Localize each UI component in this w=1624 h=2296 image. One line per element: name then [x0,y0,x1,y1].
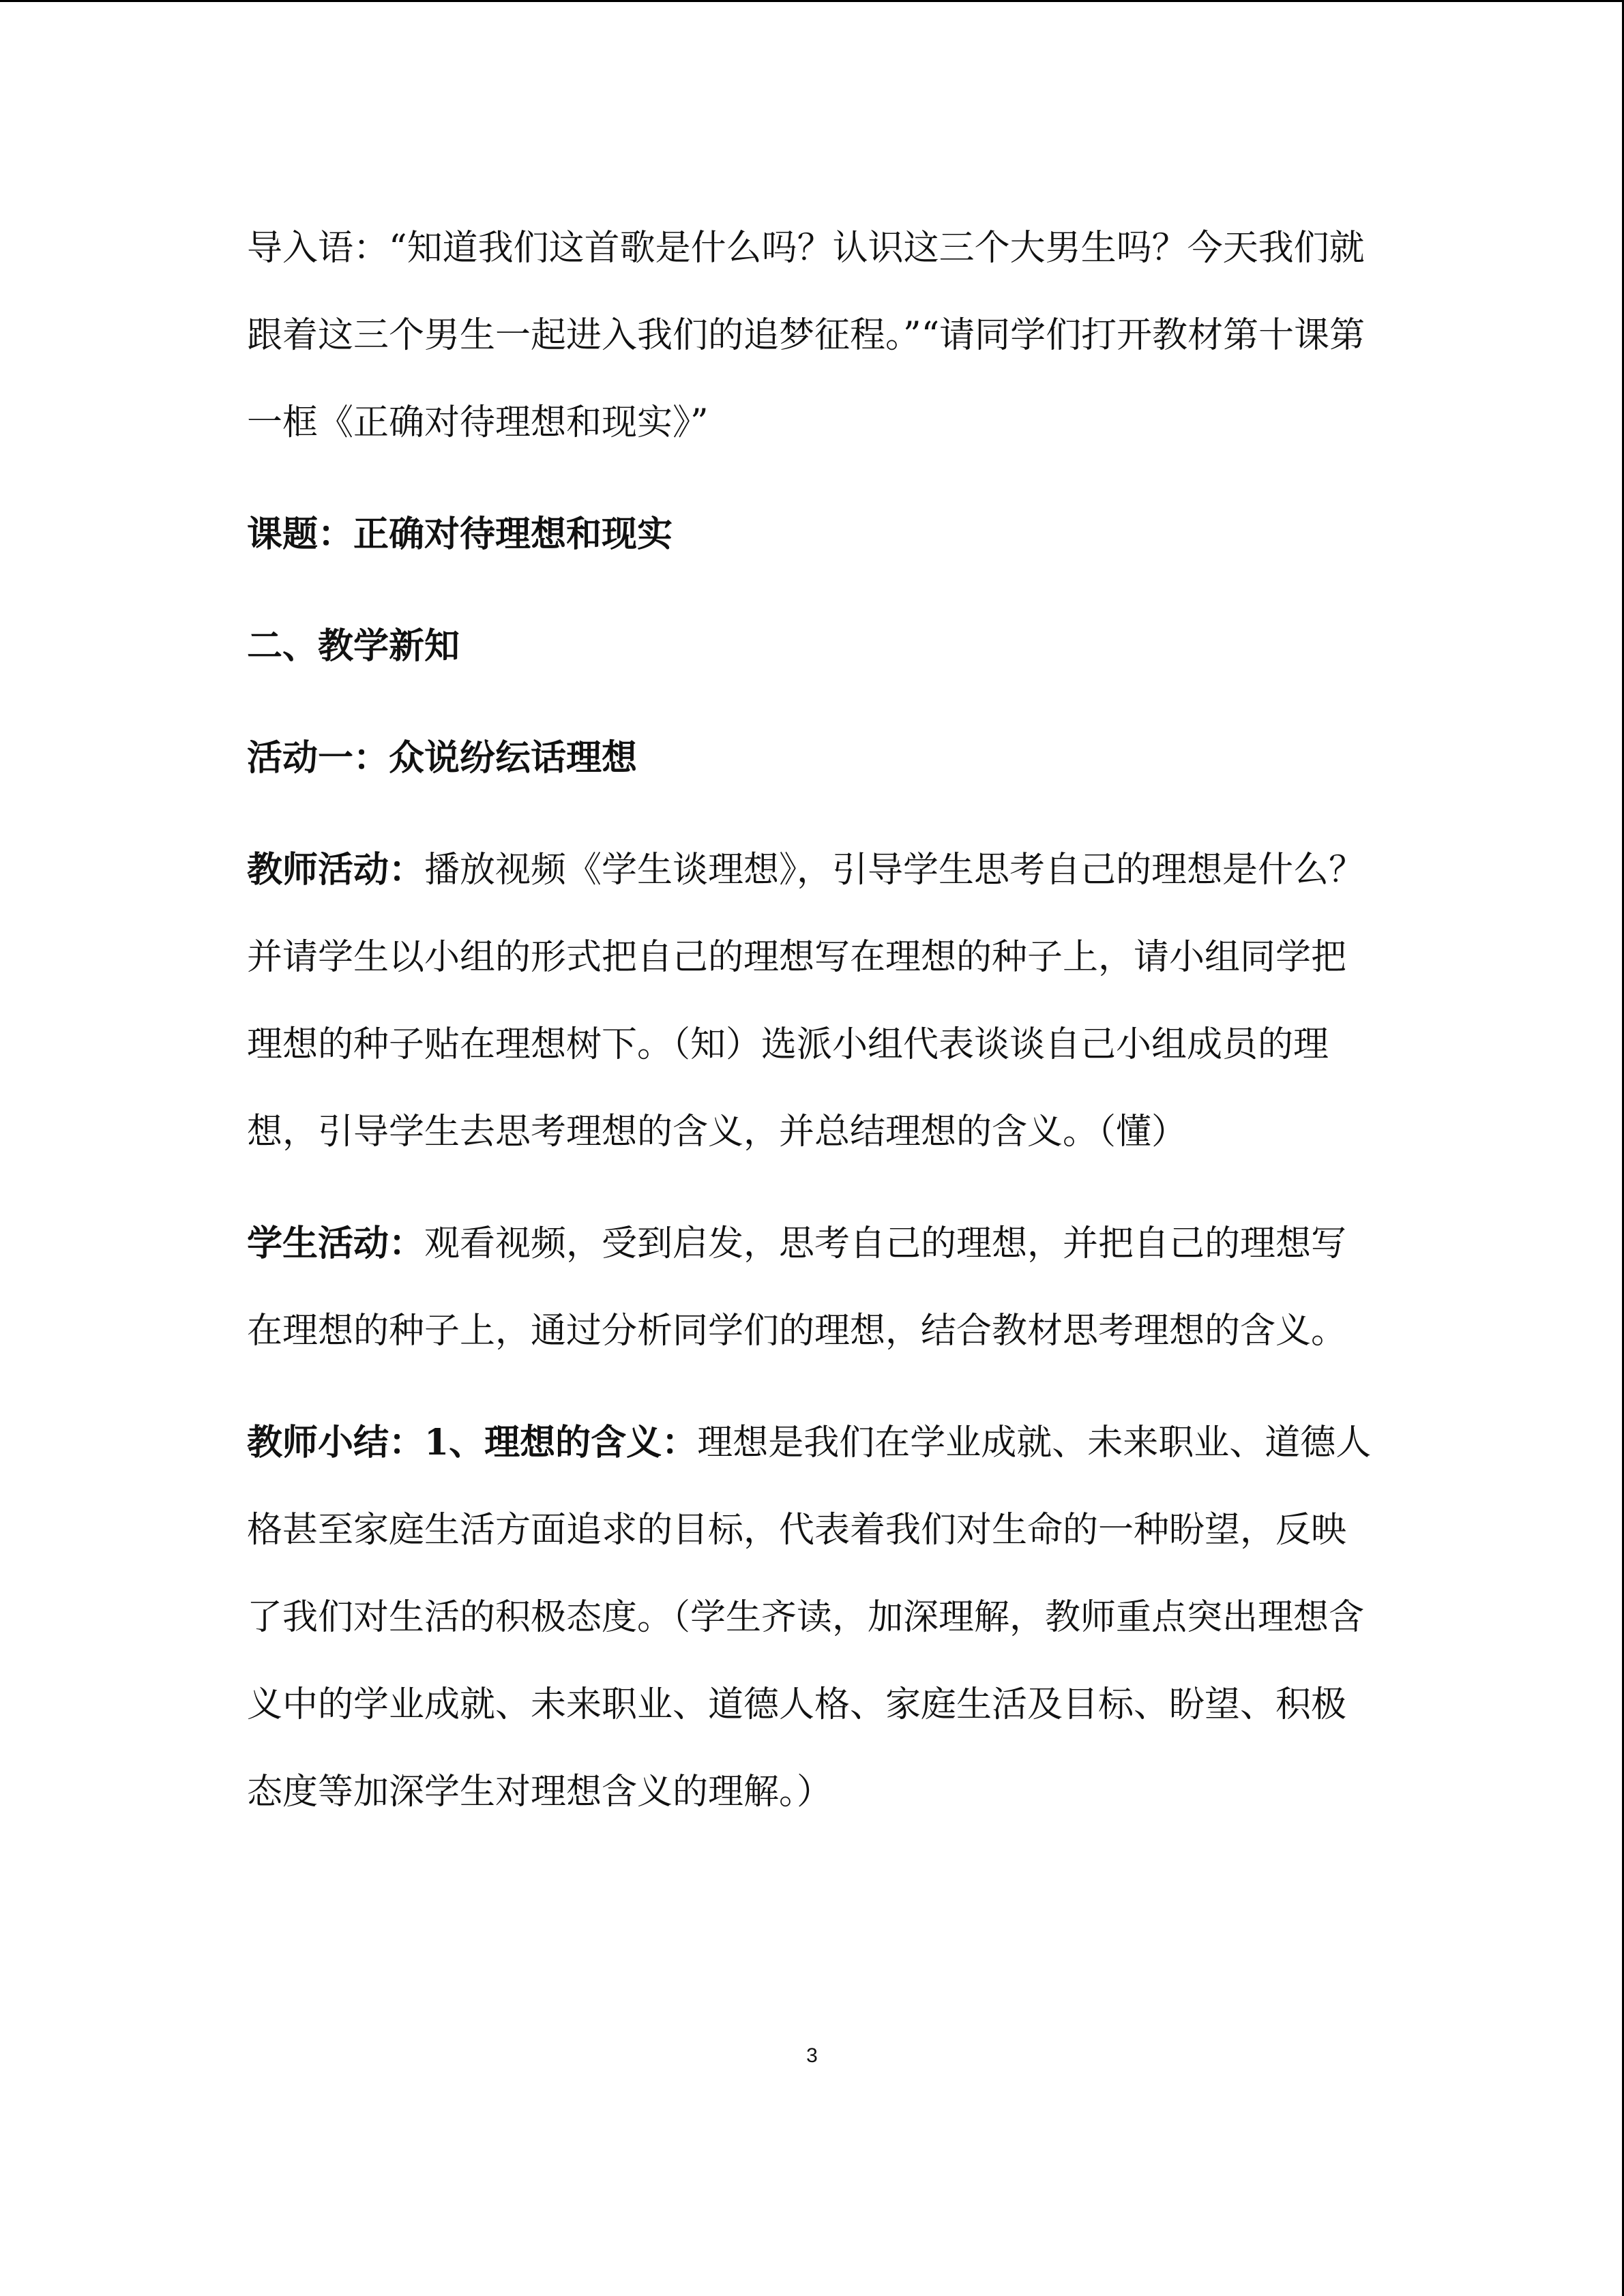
page-border-top [0,0,1624,2]
teacher-summary-label: 教师小结：1、理想的含义： [247,1422,698,1463]
teacher-activity-label: 教师活动： [247,849,425,891]
intro-paragraph [247,205,1379,466]
teacher-activity-paragraph [247,826,1379,1176]
student-activity-paragraph [247,1200,1379,1375]
section-heading: 二、教学新知 [247,625,460,667]
page-number: 3 [806,2044,818,2067]
teacher-summary-text: 理想是我们在学业成就、未来职业、道德人格甚至家庭生活方面追求的目标，代表着我们对生命的一种盼望，反映了我们对生活的积极态度。（学生齐读，加深理解，教师重点突出理想含义中的学业成就、未来职业、道德人格、家庭生活及目标、盼望、积极态度等加深学生对理想含义的理解。） [247,1422,1372,1813]
intro-text: 导入语：“知道我们这首歌是什么吗？认识这三个大男生吗？今天我们就跟着这三个男生一起进入我们的追梦征程。”“请同学们打开教材第十课第一框《正确对待理想和现实》” [247,228,1365,443]
student-activity-label: 学生活动： [247,1223,425,1264]
student-activity-text: 观看视频，受到启发，思考自己的理想，并把自己的理想写在理想的种子上，通过分析同学们的理想，结合教材思考理想的含义。 [247,1223,1347,1352]
teacher-summary-paragraph [247,1399,1379,1836]
teacher-activity-text: 播放视频《学生谈理想》，引导学生思考自己的理想是什么？并请学生以小组的形式把自己的理想写在理想的种子上，请小组同学把理想的种子贴在理想树下。（知）选派小组代表谈谈自己小组成员的理想，引导学生去思考理想的含义，并总结理想的含义。（懂） [247,850,1365,1152]
document-page-body [247,205,1379,1860]
topic-heading: 课题：正确对待理想和现实 [247,513,673,555]
activity-heading: 活动一：众说纷纭话理想 [247,737,638,779]
